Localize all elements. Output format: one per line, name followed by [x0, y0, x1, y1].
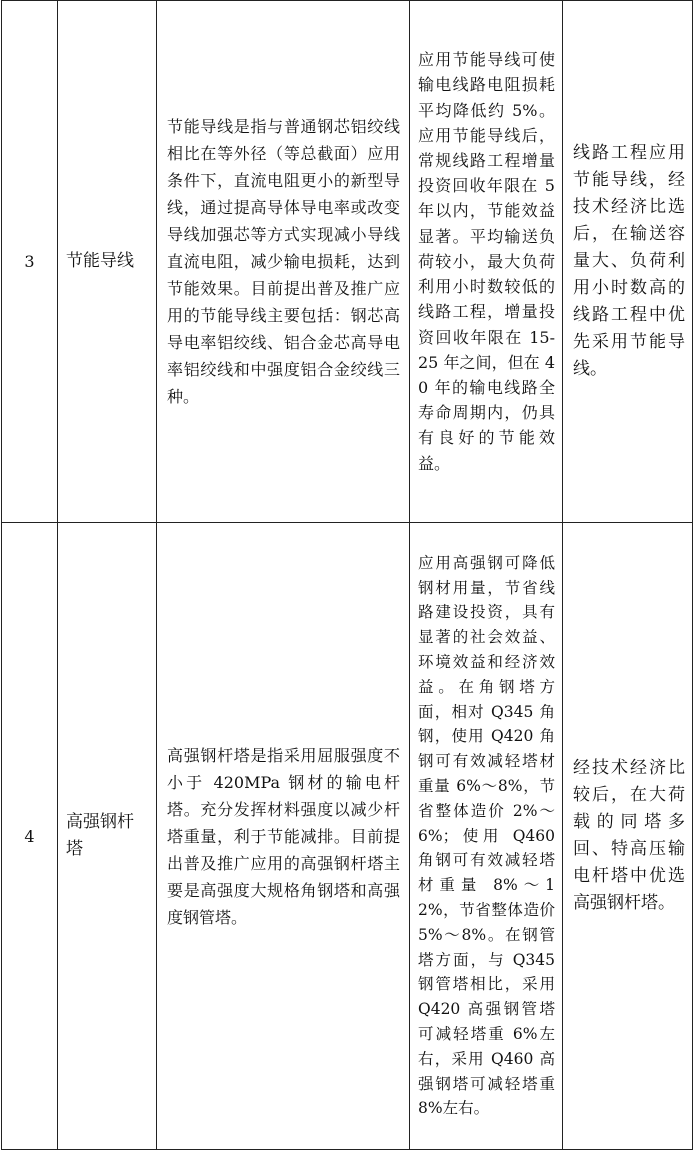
- technology-name: 高强钢杆塔: [58, 523, 157, 1150]
- row-index: 3: [2, 1, 58, 523]
- technology-definition: 高强钢杆塔是指采用屈服强度不小于 420MPa 钢材的输电杆塔。充分发挥材料强度以减少杆塔重量，利于节能减排。目前提出普及推广应用的高强钢杆塔主要是高强度大规格角钢塔和高强度钢管塔。: [157, 523, 410, 1150]
- technology-application: 经技术经济比较后，在大荷载的同塔多回、特高压输电杆塔中优选高强钢杆塔。: [563, 523, 693, 1150]
- technology-benefit: 应用高强钢可降低钢材用量，节省线路建设投资，具有显著的社会效益、环境效益和经济效益。在角钢塔方面，相对 Q345 角钢，使用 Q420 角钢可有效减轻塔材重量 6%～8%，节省整体造价 2%～6%；使用 Q460 角钢可有效减轻塔材重量 8%～12%，节省整体造价 5%～8%。在钢管塔方面，与 Q345 钢管塔相比，采用 Q420 高强钢管塔可减轻塔重 6%左右，采用 Q460 高强钢塔可减轻塔重 8%左右。: [410, 523, 563, 1150]
- technology-table: [1, 0, 693, 1150]
- technology-name: 节能导线: [58, 1, 157, 523]
- technology-definition: 节能导线是指与普通钢芯铝绞线相比在等外径（等总截面）应用条件下，直流电阻更小的新型导线，通过提高导体导电率或改变导线加强芯等方式实现减小导线直流电阻，减少输电损耗，达到节能效果。目前提出普及推广应用的节能导线主要包括：钢芯高导电率铝绞线、铝合金芯高导电率铝绞线和中强度铝合金绞线三种。: [157, 1, 410, 523]
- technology-application: 线路工程应用节能导线，经技术经济比选后，在输送容量大、负荷利用小时数高的线路工程中优先采用节能导线。: [563, 1, 693, 523]
- row-index: 4: [2, 523, 58, 1150]
- technology-benefit: 应用节能导线可使输电线路电阻损耗平均降低约 5%。应用节能导线后，常规线路工程增量投资回收年限在 5 年以内，节能效益显著。平均输送负荷较小，最大负荷利用小时数较低的线路工程，增量投资回收年限在 15-25 年之间，但在 40 年的输电线路全寿命周期内，仍具有良好的节能效益。: [410, 1, 563, 523]
- table-row: [2, 1, 693, 523]
- table-row: [2, 523, 693, 1150]
